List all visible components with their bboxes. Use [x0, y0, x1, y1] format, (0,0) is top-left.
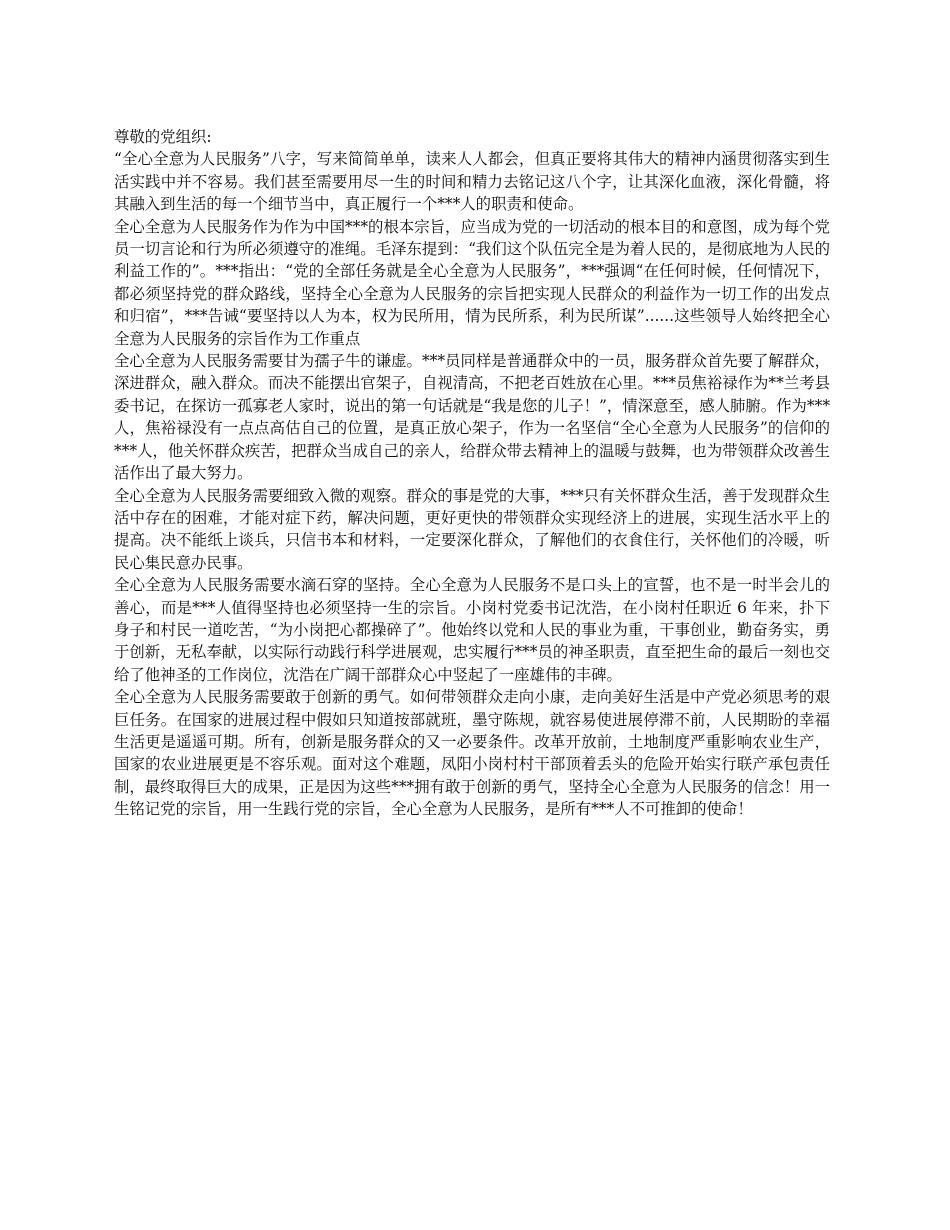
paragraph-2: 全心全意为人民服务作为作为中国***的根本宗旨，应当成为党的一切活动的根本目的和意图，成为每个党员一切言论和行为所必须遵守的准绳。毛泽东提到：“我们这个队伍完全是为着人民的，是彻底地为人民的利益工作的”。***指出：“党的全部任务就是全心全意为人民服务”，***强调“在任何时候，任何情况下，都必须坚持党的群众路线，坚持全心全意为人民服务的宗旨把实现人民群众的利益作为一切工作的出发点和归宿”，***告诫“要坚持以人为本，权为民所用，情为民所系，利为民所谋”......这些领导人始终把全心全意为人民服务的宗旨作为工作重点 — [114, 217, 830, 348]
paragraph-1: “全心全意为人民服务”八字，写来简简单单，读来人人都会，但真正要将其伟大的精神内涵贯彻落实到生活实践中并不容易。我们甚至需要用尽一生的时间和精力去铭记这八个字，让其深化血液，深化骨髓，将其融入到生活的每一个细节当中，真正履行一个***人的职责和使命。 — [114, 150, 830, 214]
paragraph-6: 全心全意为人民服务需要敢于创新的勇气。如何带领群众走向小康，走向美好生活是中产党必须思考的艰巨任务。在国家的进展过程中假如只知道按部就班，墨守陈规，就容易使进展停滞不前，人民期盼的幸福生活更是遥遥可期。所有，创新是服务群众的又一必要条件。改革开放前，土地制度严重影响农业生产，国家的农业进展更是不容乐观。面对这个难题，凤阳小岗村村干部顶着丢头的危险开始实行联产承包责任制，最终取得巨大的成果，正是因为这些***拥有敢于创新的勇气，坚持全心全意为人民服务的信念！用一生铭记党的宗旨，用一生践行党的宗旨，全心全意为人民服务，是所有***人不可推卸的使命！ — [114, 688, 830, 819]
paragraph-5: 全心全意为人民服务需要水滴石穿的坚持。全心全意为人民服务不是口头上的宣誓，也不是一时半会儿的善心，而是***人值得坚持也必须坚持一生的宗旨。小岗村党委书记沈浩，在小岗村任职近 6 年来，扑下身子和村民一道吃苦，“为小岗把心都操碎了”。他始终以党和人民的事业为重，干事创业，勤奋务实，勇于创新，无私奉献，以实际行动践行科学进展观，忠实履行***员的神圣职责，直至把生命的最后一刻也交给了他神圣的工作岗位，沈浩在广阔干部群众心中竖起了一座雄伟的丰碑。 — [114, 576, 830, 684]
document-body — [114, 126, 830, 821]
paragraph-4: 全心全意为人民服务需要细致入微的观察。群众的事是党的大事，***只有关怀群众生活，善于发现群众生活中存在的困难，才能对症下药，解决问题，更好更快的带领群众实现经济上的进展，实现生活水平上的提高。决不能纸上谈兵，只信书本和材料，一定要深化群众，了解他们的衣食住行，关怀他们的冷暖，听民心集民意办民事。 — [114, 486, 830, 572]
salutation: 尊敬的党组织: — [114, 128, 212, 146]
paragraph-3: 全心全意为人民服务需要甘为孺子牛的谦虚。***员同样是普通群众中的一员，服务群众首先要了解群众，深进群众，融入群众。而决不能摆出官架子，自视清高，不把老百姓放在心里。***员焦裕禄作为**兰考县委书记，在探访一孤寡老人家时，说出的第一句话就是“我是您的儿子！”，情深意至，感人肺腑。作为***人，焦裕禄没有一点点高估自己的位置，是真正放心架子，作为一名坚信“全心全意为人民服务”的信仰的***人，他关怀群众疾苦，把群众当成自己的亲人，给群众带去精神上的温暖与鼓舞，也为带领群众改善生活作出了最大努力。 — [114, 352, 831, 483]
